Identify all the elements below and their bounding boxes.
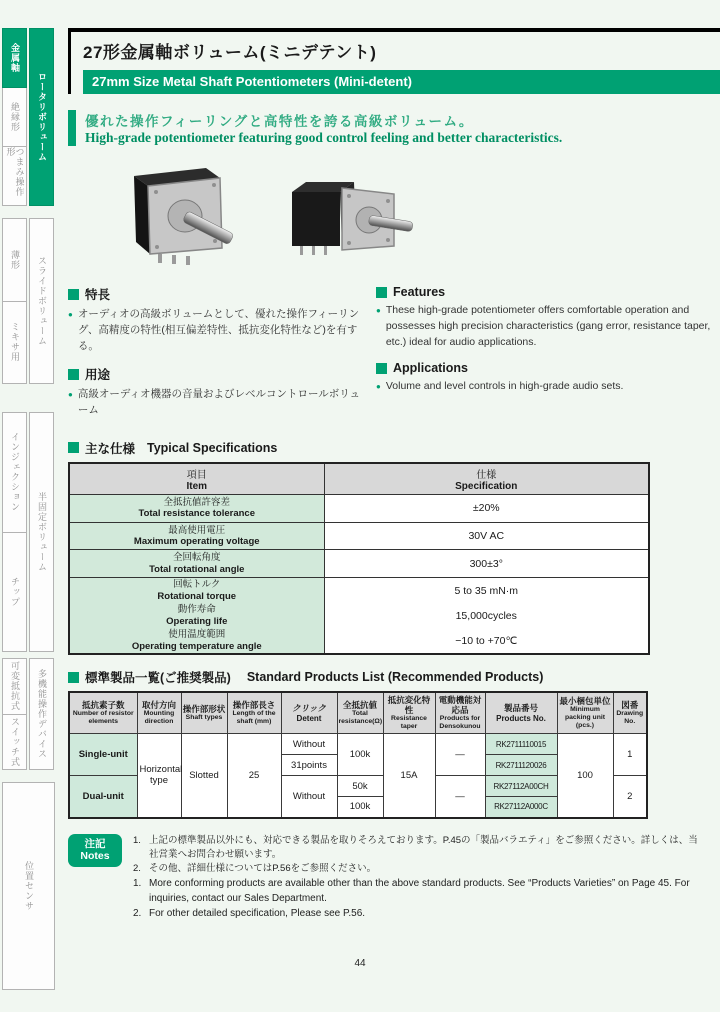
detent-cell: Without: [281, 734, 337, 755]
drawing-cell: 2: [613, 776, 647, 818]
product-number-cell: RK27112A000C: [485, 797, 557, 818]
section-marker-icon: [376, 287, 387, 298]
spec-value-cell: 30V AC: [324, 522, 649, 550]
product-number-cell: RK27112A00CH: [485, 776, 557, 797]
detent-cell: 31points: [281, 755, 337, 776]
product-photo-dual-unit: [278, 170, 418, 270]
product-photo-single-unit: [98, 160, 256, 268]
column-header-products-no: 製品番号 Products No.: [485, 692, 557, 734]
sidebar-item-switch-type[interactable]: スイッチ式: [2, 715, 27, 771]
tagline-jp: 優れた操作フィーリングと高特性を誇る高級ボリューム。: [85, 114, 474, 129]
detent-cell: Without: [281, 776, 337, 818]
features-jp-body: [68, 307, 360, 354]
product-row: [69, 734, 647, 755]
sidebar-category-position-sensor[interactable]: 位置センサ: [2, 782, 55, 990]
applications-en-heading: [376, 361, 720, 375]
sidebar-item-mixer[interactable]: ミキサ用: [2, 302, 27, 385]
column-header-mounting-direction: 取付方向 Mounting direction: [137, 692, 181, 734]
tagline-en: High-grade potentiometer featuring good control feeling and better characteristics.: [85, 130, 563, 145]
sidebar-item-metal-shaft[interactable]: 金属軸: [2, 28, 27, 88]
column-header-resistor-elements: 抵抗素子数 Number of resistor elements: [69, 692, 137, 734]
sidebar-group-trimmer: [2, 412, 55, 652]
spec-item-cell-group: 回転トルク Rotational torque 動作寿命 Operating life 使用温度範囲 Operating temperature angle: [69, 578, 324, 655]
sidebar-category-multifunction[interactable]: 多機能操作デバイス: [29, 658, 54, 770]
sidebar-group-multifunction: [2, 658, 55, 770]
product-number-cell: RK2711120026: [485, 755, 557, 776]
taper-cell: 15A: [383, 734, 435, 818]
sidebar-group-rotary: [2, 28, 55, 206]
features-en-body: [376, 303, 720, 350]
resistance-cell: 100k: [337, 797, 383, 818]
shaft-length-cell: 25: [227, 734, 281, 818]
specs-heading: [68, 439, 720, 457]
section-marker-icon: [376, 363, 387, 374]
spec-value-cell: ±20%: [324, 494, 649, 522]
note-item: 1. More conforming products are available other than the above standard products. See “Products Varieties” on Page 45. For inquiries, contact our Sales Department.: [133, 878, 690, 905]
page-number: 44: [354, 958, 366, 969]
section-marker-icon: [68, 672, 79, 683]
sidebar-category-trimmer[interactable]: 半固定ボリューム: [29, 412, 54, 652]
notes-badge: [68, 834, 122, 867]
spec-row: [69, 522, 649, 550]
specifications-table: [68, 462, 650, 655]
bullet-icon: ●: [68, 390, 73, 400]
applications-jp-title: 用途: [85, 368, 111, 383]
features-en-heading: [376, 285, 720, 299]
features-applications: [68, 274, 720, 419]
bullet-icon: ●: [376, 382, 381, 392]
features-jp-title: 特長: [85, 288, 111, 302]
column-header-motor-driven-products: 電動機能対応品 Products for Densokunou: [435, 692, 485, 734]
sidebar-item-variable-resistor[interactable]: 可変抵抗式: [2, 658, 27, 715]
tagline: [68, 110, 720, 146]
specs-heading-jp: 主な仕様: [85, 441, 136, 456]
note-item: 2. その他、詳細仕様についてはP.56をご参照ください。: [133, 863, 377, 875]
features-en-column: [376, 274, 720, 419]
applications-jp-text: 高級オーディオ機器の音量およびレベルコントロールボリューム: [77, 388, 360, 416]
sidebar-group-slide: [2, 218, 55, 384]
products-heading: [68, 668, 720, 686]
standard-products-table: [68, 691, 648, 819]
resistance-cell: 50k: [337, 776, 383, 797]
spec-item-cell: 最高使用電圧 Maximum operating voltage: [69, 522, 324, 550]
applications-jp-heading: [68, 365, 360, 383]
specs-heading-en: Typical Specifications: [147, 440, 278, 455]
page-title-jp: 27形金属軸ボリューム(ミニデテント): [83, 43, 377, 62]
section-marker-icon: [68, 289, 79, 300]
unit-cell-single: Single-unit: [69, 734, 137, 776]
column-header-shaft-types: 操作部形状 Shaft types: [181, 692, 227, 734]
unit-cell-dual: Dual-unit: [69, 776, 137, 818]
spec-value-cell: 300±3°: [324, 550, 649, 578]
sidebar-item-knob-operated[interactable]: つまみ操作形: [2, 147, 27, 206]
features-jp-text: オーディオの高級ボリュームとして、優れた操作フィーリング、高精度の特性(相互偏差特性、抵抗変化特性など)を有する。: [77, 308, 360, 352]
spec-row: [69, 550, 649, 578]
column-header-item: 項目 Item: [69, 463, 324, 495]
sidebar-item-injection[interactable]: インジェクション: [2, 412, 27, 533]
features-jp-column: [68, 274, 360, 419]
products-header-row: [69, 692, 647, 734]
packing-cell: 100: [557, 734, 613, 818]
column-header-resistance-taper: 抵抗変化特性 Resistance taper: [383, 692, 435, 734]
notes-badge-en: Notes: [80, 850, 110, 863]
product-number-cell: RK2711110015: [485, 734, 557, 755]
page-title-en-bar: 27mm Size Metal Shaft Potentiometers (Mini-detent): [83, 70, 720, 94]
notes-badge-jp: 注記: [84, 837, 106, 850]
sidebar-item-chip[interactable]: チップ: [2, 533, 27, 653]
sidebar-item-insulated[interactable]: 絶縁形: [2, 88, 27, 147]
spec-item-cell: 全抵抗値許容差 Total resistance tolerance: [69, 494, 324, 522]
spec-item-cell: 全回転角度 Total rotational angle: [69, 550, 324, 578]
spec-value-cell-group: 5 to 35 mN·m 15,000cycles −10 to +70℃: [324, 578, 649, 655]
products-heading-en: Standard Products List (Recommended Products): [246, 670, 544, 685]
applications-jp-body: [68, 387, 360, 419]
notes-section: [68, 834, 720, 922]
features-en-title: Features: [393, 285, 446, 299]
title-block: [68, 28, 720, 94]
notes-list: [133, 834, 707, 922]
mounting-cell: Horizontal type: [137, 734, 181, 818]
spec-row: [69, 494, 649, 522]
sidebar-category-rotary[interactable]: ロータリボリューム: [29, 28, 54, 206]
applications-en-title: Applications: [393, 361, 469, 376]
resistance-cell: 100k: [337, 734, 383, 776]
column-header-drawing-no: 図番 Drawing No.: [613, 692, 647, 734]
bullet-icon: ●: [68, 310, 73, 319]
shaft-type-cell: Slotted: [181, 734, 227, 818]
products-heading-jp: 標準製品一覧(ご推奨製品): [85, 671, 231, 686]
applications-en-body: [376, 379, 720, 395]
features-en-text: These high-grade potentiometer offers comfortable operation and possesses high precision characteristics (gang error, resistance taper, etc.) ideal for audio applications.: [385, 304, 711, 348]
drawing-cell: 1: [613, 734, 647, 776]
section-marker-icon: [68, 369, 79, 380]
features-jp-heading: [68, 285, 360, 303]
applications-en-text: Volume and level controls in high-grade audio sets.: [385, 380, 624, 393]
column-header-detent: クリック Detent: [281, 692, 337, 734]
column-header-minimum-packing: 最小梱包単位 Minimum packing unit (pcs.): [557, 692, 613, 734]
note-item: 1. 上記の標準製品以外にも、対応できる製品を取りそろえております。P.45の「製品バラエティ」をご参照ください。詳しくは、当社営業へお問合わせ願います。: [133, 834, 698, 860]
section-marker-icon: [68, 442, 79, 453]
note-item: 2. For other detailed specification, Please see P.56.: [133, 908, 366, 920]
product-photos: [98, 160, 720, 270]
sidebar-category-slide[interactable]: スライドボリューム: [29, 218, 54, 384]
column-header-shaft-length: 操作部長さ Length of the shaft (mm): [227, 692, 281, 734]
sidebar-item-thin[interactable]: 薄形: [2, 218, 27, 302]
motor-driven-cell: —: [435, 776, 485, 818]
motor-driven-cell: —: [435, 734, 485, 776]
bullet-icon: ●: [376, 306, 381, 315]
column-header-specification: 仕様 Specification: [324, 463, 649, 495]
main-content: [60, 28, 720, 921]
column-header-total-resistance: 全抵抗値 Total resistance(Ω): [337, 692, 383, 734]
spec-row-group: [69, 578, 649, 655]
